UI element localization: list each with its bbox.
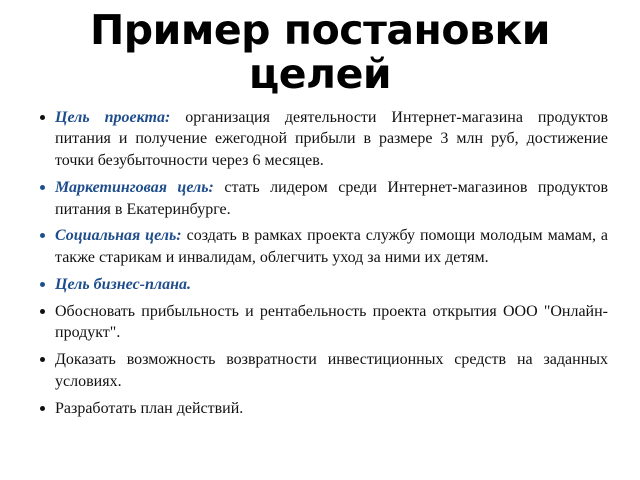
bullet-text: организация деятельности Интернет-магазина продуктов питания и получение ежегодной прибыли в размере 3 млн руб, достижение точки безубыточности через 6 месяцев.: [55, 108, 609, 170]
bullet-dot-icon: [40, 406, 45, 411]
bullet-dot-icon: [40, 309, 45, 314]
bullet-text: Разработать план действий.: [55, 399, 244, 417]
title-line-1: Пример постановки: [89, 6, 551, 54]
goals-list: [38, 107, 608, 420]
bullet-text: создать в рамках проекта службу помощи молодым мамам, а также старикам и инвалидам, облегчить уход за ними их детям.: [55, 227, 608, 267]
bullet-dot-icon: [40, 115, 45, 120]
bullet-lead: Цель бизнес-плана.: [55, 275, 191, 293]
list-item-social-goal: [38, 225, 608, 269]
list-item-prove-return: [38, 349, 608, 393]
title-line-2: целей: [248, 50, 392, 99]
bullet-dot-icon: [40, 185, 45, 190]
page-title: [0, 8, 640, 97]
list-item-business-plan-goal: [38, 274, 608, 296]
bullet-text: Обосновать прибыльность и рентабельность проекта открытия ООО "Онлайн-продукт".: [55, 302, 608, 342]
list-item-marketing-goal: [38, 177, 608, 221]
list-item-justify-profitability: [38, 301, 608, 345]
bullet-lead: Маркетинговая цель:: [55, 178, 214, 196]
bullet-dot-icon: [40, 282, 45, 287]
list-item-project-goal: [38, 107, 608, 172]
bullet-lead: Социальная цель:: [55, 227, 182, 245]
bullet-lead: Цель проекта:: [55, 108, 171, 126]
bullet-dot-icon: [40, 233, 45, 238]
bullet-dot-icon: [40, 357, 45, 362]
list-item-action-plan: [38, 398, 608, 420]
bullet-text: Доказать возможность возвратности инвестиционных средств на заданных условиях.: [55, 351, 608, 390]
bullet-text: стать лидером среди Интернет-магазинов продуктов питания в Екатеринбурге.: [55, 178, 609, 218]
